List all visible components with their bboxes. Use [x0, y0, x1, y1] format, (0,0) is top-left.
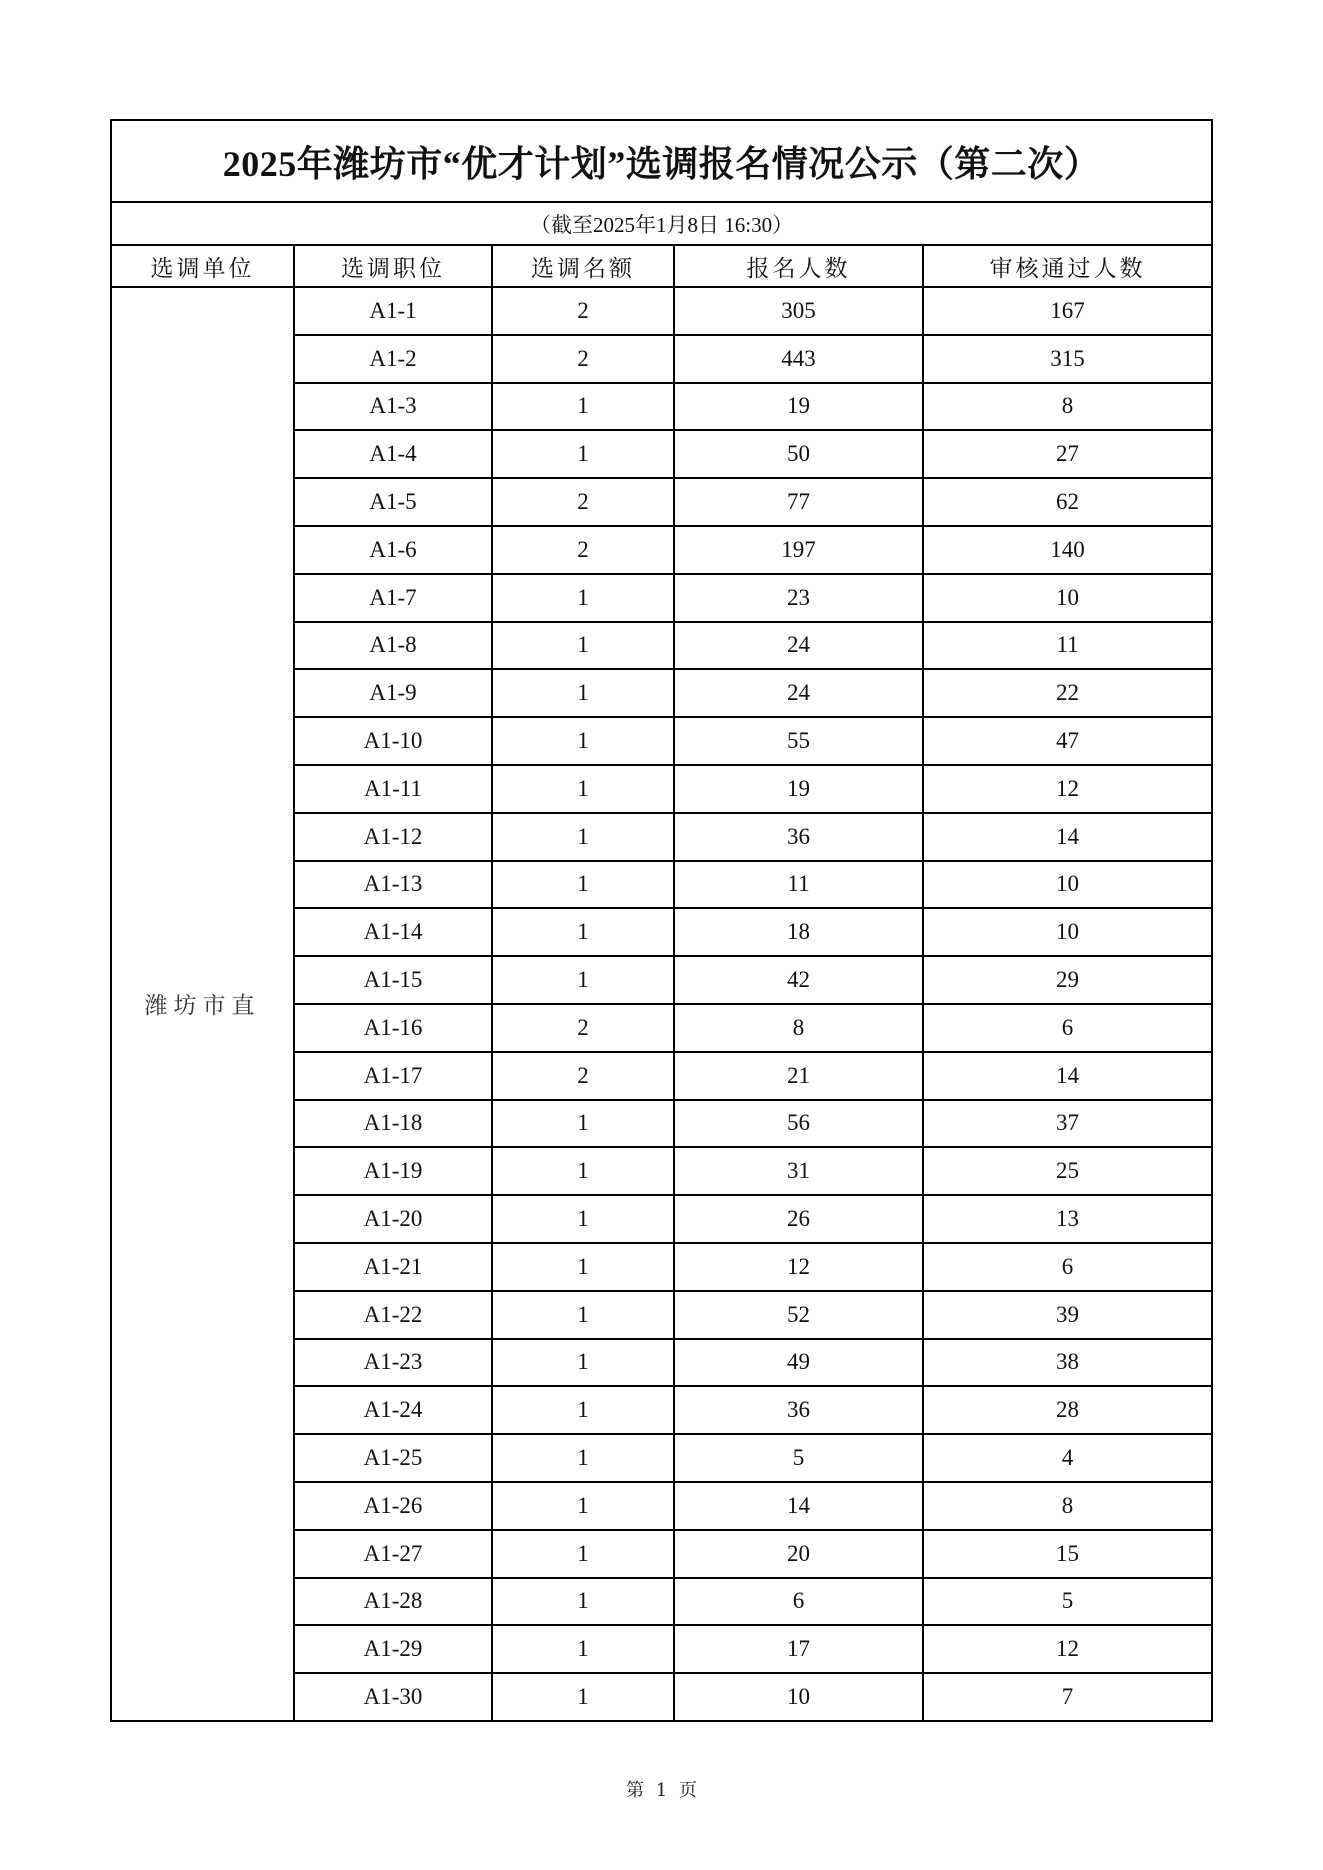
position-cell: A1-17 [294, 1052, 492, 1100]
approved-cell: 14 [923, 813, 1212, 861]
approved-cell: 38 [923, 1339, 1212, 1387]
applicants-cell: 24 [674, 622, 923, 670]
quota-cell: 2 [492, 1052, 674, 1100]
approved-cell: 6 [923, 1004, 1212, 1052]
quota-cell: 1 [492, 1243, 674, 1291]
quota-cell: 1 [492, 430, 674, 478]
applicants-cell: 21 [674, 1052, 923, 1100]
applicants-cell: 12 [674, 1243, 923, 1291]
position-cell: A1-7 [294, 574, 492, 622]
applicants-cell: 17 [674, 1625, 923, 1673]
position-cell: A1-22 [294, 1291, 492, 1339]
column-header-unit: 选调单位 [111, 245, 294, 287]
applicants-cell: 14 [674, 1482, 923, 1530]
applicants-cell: 8 [674, 1004, 923, 1052]
applicants-cell: 36 [674, 1386, 923, 1434]
quota-cell: 1 [492, 1100, 674, 1148]
column-header-applicants: 报名人数 [674, 245, 923, 287]
position-cell: A1-26 [294, 1482, 492, 1530]
quota-cell: 1 [492, 813, 674, 861]
position-cell: A1-19 [294, 1147, 492, 1195]
approved-cell: 62 [923, 478, 1212, 526]
approved-cell: 15 [923, 1530, 1212, 1578]
position-cell: A1-27 [294, 1530, 492, 1578]
document-title: 2025年潍坊市“优才计划”选调报名情况公示（第二次） [111, 120, 1212, 202]
position-cell: A1-10 [294, 717, 492, 765]
quota-cell: 1 [492, 574, 674, 622]
approved-cell: 315 [923, 335, 1212, 383]
applicants-cell: 19 [674, 765, 923, 813]
applicants-cell: 19 [674, 383, 923, 431]
applicants-cell: 11 [674, 861, 923, 909]
applicants-cell: 31 [674, 1147, 923, 1195]
approved-cell: 140 [923, 526, 1212, 574]
approved-cell: 8 [923, 383, 1212, 431]
position-cell: A1-25 [294, 1434, 492, 1482]
approved-cell: 47 [923, 717, 1212, 765]
applicants-cell: 20 [674, 1530, 923, 1578]
quota-cell: 2 [492, 478, 674, 526]
position-cell: A1-3 [294, 383, 492, 431]
approved-cell: 10 [923, 861, 1212, 909]
table-row [111, 287, 1212, 335]
approved-cell: 12 [923, 765, 1212, 813]
position-cell: A1-29 [294, 1625, 492, 1673]
applicants-cell: 10 [674, 1673, 923, 1721]
approved-cell: 25 [923, 1147, 1212, 1195]
approved-cell: 4 [923, 1434, 1212, 1482]
applicants-cell: 6 [674, 1578, 923, 1626]
quota-cell: 1 [492, 383, 674, 431]
quota-cell: 1 [492, 622, 674, 670]
unit-cell: 潍坊市直 [111, 287, 294, 1721]
approved-cell: 167 [923, 287, 1212, 335]
applicants-cell: 55 [674, 717, 923, 765]
approved-cell: 8 [923, 1482, 1212, 1530]
approved-cell: 13 [923, 1195, 1212, 1243]
position-cell: A1-20 [294, 1195, 492, 1243]
position-cell: A1-5 [294, 478, 492, 526]
quota-cell: 2 [492, 335, 674, 383]
applicants-cell: 50 [674, 430, 923, 478]
quota-cell: 1 [492, 1482, 674, 1530]
position-cell: A1-13 [294, 861, 492, 909]
approved-cell: 22 [923, 669, 1212, 717]
applicants-cell: 23 [674, 574, 923, 622]
approved-cell: 29 [923, 956, 1212, 1004]
quota-cell: 1 [492, 1291, 674, 1339]
quota-cell: 1 [492, 1578, 674, 1626]
quota-cell: 1 [492, 1673, 674, 1721]
position-cell: A1-1 [294, 287, 492, 335]
quota-cell: 1 [492, 1386, 674, 1434]
position-cell: A1-4 [294, 430, 492, 478]
quota-cell: 1 [492, 717, 674, 765]
header-row [111, 245, 1212, 287]
position-cell: A1-23 [294, 1339, 492, 1387]
position-cell: A1-21 [294, 1243, 492, 1291]
approved-cell: 39 [923, 1291, 1212, 1339]
position-cell: A1-6 [294, 526, 492, 574]
applicants-cell: 18 [674, 908, 923, 956]
applicants-cell: 49 [674, 1339, 923, 1387]
approved-cell: 28 [923, 1386, 1212, 1434]
quota-cell: 1 [492, 956, 674, 1004]
position-cell: A1-11 [294, 765, 492, 813]
applicants-cell: 26 [674, 1195, 923, 1243]
applicants-cell: 42 [674, 956, 923, 1004]
quota-cell: 1 [492, 1530, 674, 1578]
quota-cell: 1 [492, 669, 674, 717]
column-header-quota: 选调名额 [492, 245, 674, 287]
position-cell: A1-28 [294, 1578, 492, 1626]
quota-cell: 1 [492, 908, 674, 956]
applicants-cell: 443 [674, 335, 923, 383]
applicants-cell: 77 [674, 478, 923, 526]
quota-cell: 1 [492, 1339, 674, 1387]
applicants-cell: 24 [674, 669, 923, 717]
approved-cell: 27 [923, 430, 1212, 478]
quota-cell: 2 [492, 1004, 674, 1052]
quota-cell: 2 [492, 526, 674, 574]
applicants-cell: 305 [674, 287, 923, 335]
applicants-cell: 197 [674, 526, 923, 574]
quota-cell: 1 [492, 1195, 674, 1243]
quota-cell: 1 [492, 1147, 674, 1195]
registration-table [110, 119, 1213, 1722]
column-header-position: 选调职位 [294, 245, 492, 287]
position-cell: A1-30 [294, 1673, 492, 1721]
quota-cell: 2 [492, 287, 674, 335]
applicants-cell: 56 [674, 1100, 923, 1148]
approved-cell: 10 [923, 574, 1212, 622]
cutoff-time-note: （截至2025年1月8日 16:30） [111, 202, 1212, 245]
approved-cell: 10 [923, 908, 1212, 956]
quota-cell: 1 [492, 765, 674, 813]
applicants-cell: 36 [674, 813, 923, 861]
applicants-cell: 5 [674, 1434, 923, 1482]
position-cell: A1-24 [294, 1386, 492, 1434]
approved-cell: 7 [923, 1673, 1212, 1721]
applicants-cell: 52 [674, 1291, 923, 1339]
position-cell: A1-15 [294, 956, 492, 1004]
page-number: 第 1 页 [626, 1780, 697, 1801]
approved-cell: 37 [923, 1100, 1212, 1148]
quota-cell: 1 [492, 861, 674, 909]
position-cell: A1-12 [294, 813, 492, 861]
approved-cell: 5 [923, 1578, 1212, 1626]
quota-cell: 1 [492, 1434, 674, 1482]
position-cell: A1-2 [294, 335, 492, 383]
position-cell: A1-18 [294, 1100, 492, 1148]
position-cell: A1-16 [294, 1004, 492, 1052]
quota-cell: 1 [492, 1625, 674, 1673]
approved-cell: 12 [923, 1625, 1212, 1673]
approved-cell: 11 [923, 622, 1212, 670]
position-cell: A1-9 [294, 669, 492, 717]
approved-cell: 14 [923, 1052, 1212, 1100]
column-header-approved: 审核通过人数 [923, 245, 1212, 287]
position-cell: A1-8 [294, 622, 492, 670]
approved-cell: 6 [923, 1243, 1212, 1291]
position-cell: A1-14 [294, 908, 492, 956]
